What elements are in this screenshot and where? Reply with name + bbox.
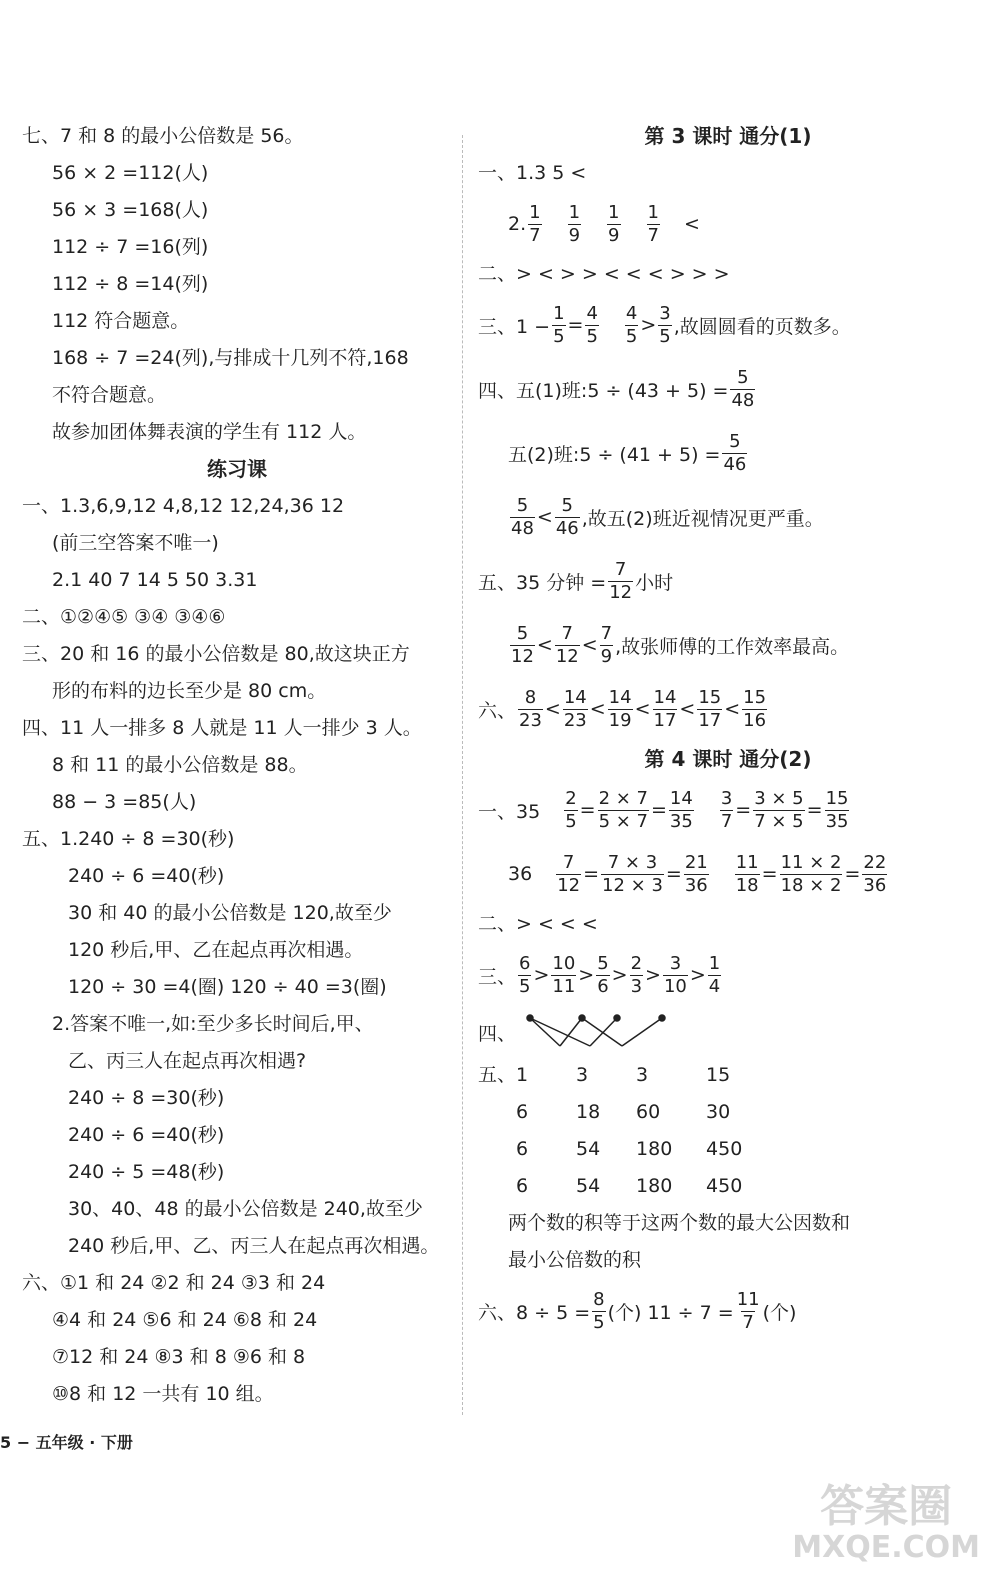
fraction — [742, 686, 767, 731]
fraction — [697, 686, 722, 731]
left-line: 88 − 3 =85(人) — [52, 791, 197, 813]
r-q6-pre: 六、 — [478, 699, 517, 722]
r4-q3-fractions — [516, 952, 723, 997]
fraction — [658, 302, 671, 347]
denominator: 12 × 3 — [602, 874, 663, 896]
r4-q5-note1: 两个数的积等于这两个数的最大公因数和 — [508, 1212, 851, 1234]
r4-q4-pre: 四、 — [478, 1022, 517, 1045]
grid-cell: 180 — [636, 1138, 673, 1160]
left-line: 240 ÷ 8 =30(秒) — [68, 1087, 225, 1109]
numerator: 5 — [597, 952, 609, 974]
fraction — [568, 201, 581, 246]
denominator: 17 — [653, 709, 677, 731]
fraction — [722, 430, 747, 475]
denominator: 48 — [511, 517, 534, 539]
denominator: 23 — [519, 709, 542, 731]
r-q1-1: 一、1.3 5 < — [478, 162, 587, 184]
fraction — [663, 952, 688, 997]
eq: = — [665, 863, 682, 885]
comparison-sign: > — [533, 963, 550, 986]
numerator: 7 — [561, 622, 573, 644]
watermark — [792, 1480, 980, 1565]
numerator: 15 — [825, 787, 849, 809]
matching-lines-diagram — [522, 1012, 672, 1052]
numerator: 1 — [529, 201, 541, 223]
comparison-sign: > — [578, 963, 595, 986]
denominator: 12 — [557, 874, 581, 896]
numerator: 5 — [737, 366, 749, 388]
denominator: 7 — [720, 810, 733, 832]
r4-q6 — [478, 1279, 978, 1343]
r-q4a — [478, 357, 978, 421]
grid-cell: 450 — [706, 1138, 743, 1160]
numerator: 22 — [863, 851, 887, 873]
left-line: 56 × 3 =168(人) — [52, 199, 209, 221]
denominator: 10 — [663, 975, 687, 997]
numerator: 3 — [720, 787, 733, 809]
eq: = — [579, 799, 596, 821]
fraction — [510, 622, 535, 667]
fraction — [518, 686, 543, 731]
grid-cell: 3 — [636, 1064, 649, 1086]
left-line: ⑩8 和 12 一共有 10 组。 — [52, 1383, 274, 1405]
left-line: 乙、丙三人在起点再次相遇? — [68, 1050, 307, 1072]
denominator: 48 — [731, 389, 755, 411]
comparison-sign: > — [689, 963, 706, 986]
r4-q5-note2: 最小公倍数的积 — [508, 1249, 642, 1271]
fraction — [684, 851, 709, 896]
fraction — [607, 201, 620, 246]
denominator: 17 — [698, 709, 722, 731]
denominator: 7 × 5 — [754, 810, 804, 832]
numerator: 14 — [608, 686, 632, 708]
r4-q3 — [478, 943, 978, 1007]
numerator: 2 — [565, 787, 577, 809]
denominator: 3 — [630, 975, 643, 997]
r-q1-2-pre: 2. — [508, 213, 527, 235]
comparison-sign: < — [679, 697, 696, 720]
r4-q1b — [478, 842, 978, 906]
left-line: 练习课 — [207, 457, 267, 481]
numerator: 21 — [684, 851, 708, 873]
denominator: 16 — [743, 709, 767, 731]
numerator: 10 — [552, 952, 576, 974]
left-line: 240 ÷ 5 =48(秒) — [68, 1161, 225, 1183]
fraction — [556, 851, 581, 896]
fraction — [555, 622, 580, 667]
left-line: 120 ÷ 30 =4(圈) 120 ÷ 40 =3(圈) — [68, 976, 387, 998]
grid-cell: 6 — [516, 1101, 529, 1123]
grid-cell: 6 — [516, 1175, 529, 1197]
r-q2: 二、> < > > < < < > > > — [478, 263, 730, 285]
fraction — [653, 686, 678, 731]
eq: = — [583, 863, 600, 885]
numerator: 7 — [562, 851, 575, 873]
left-line: 120 秒后,甲、乙在起点再次相遇。 — [68, 939, 364, 961]
grid-cell: 30 — [706, 1101, 731, 1123]
denominator: 23 — [563, 709, 587, 731]
r-q6 — [478, 677, 978, 741]
denominator: 18 × 2 — [780, 874, 842, 896]
r-q3-eq: = — [567, 314, 584, 336]
r-q3-gt: > — [640, 314, 657, 336]
watermark-bottom: MXQE.COM — [792, 1530, 980, 1565]
left-line: 故参加团体舞表演的学生有 112 人。 — [52, 421, 367, 443]
left-line: ⑦12 和 24 ⑧3 和 8 ⑨6 和 8 — [52, 1346, 306, 1368]
eq: = — [844, 863, 861, 885]
fraction — [528, 201, 541, 246]
denominator: 7 — [647, 224, 659, 246]
r-q4c — [478, 485, 978, 549]
r4-q5-label: 五、 — [478, 1064, 517, 1086]
left-line: 30 和 40 的最小公倍数是 120,故至少 — [68, 902, 392, 924]
denominator: 6 — [597, 975, 609, 997]
fraction — [720, 787, 733, 832]
denominator: 12 — [555, 645, 579, 667]
left-line: ④4 和 24 ⑤6 和 24 ⑥8 和 24 — [52, 1309, 318, 1331]
grid-cell: 450 — [706, 1175, 743, 1197]
denominator: 9 — [608, 224, 620, 246]
fraction — [780, 851, 843, 896]
numerator: 14 — [669, 787, 693, 809]
left-line: 五、1.240 ÷ 8 =30(秒) — [22, 828, 235, 850]
denominator: 7 — [742, 1311, 754, 1333]
eq: = — [735, 799, 752, 821]
denominator: 9 — [568, 224, 581, 246]
r4-q1a — [478, 778, 978, 842]
denominator: 19 — [608, 709, 632, 731]
numerator: 6 — [519, 952, 531, 974]
eq: = — [806, 799, 823, 821]
numerator: 2 — [630, 952, 643, 974]
fraction — [555, 494, 580, 539]
numerator: 11 — [736, 1288, 760, 1310]
denominator: 35 — [669, 810, 693, 832]
r4-q6-mid: (个) 11 ÷ 7 = — [607, 1301, 734, 1324]
fraction — [592, 1288, 605, 1333]
numerator: 4 — [625, 302, 638, 324]
r-q5b — [478, 613, 978, 677]
numerator: 1 — [608, 201, 620, 223]
fraction — [625, 302, 638, 347]
grid-cell: 6 — [516, 1138, 529, 1160]
denominator: 46 — [555, 517, 579, 539]
r-q1-2-post: < — [683, 213, 700, 235]
numerator: 11 × 2 — [780, 851, 842, 873]
fraction — [608, 558, 633, 603]
denominator: 5 — [586, 325, 598, 347]
comparison-sign: < — [544, 697, 561, 720]
fraction — [518, 952, 531, 997]
left-line: 不符合题意。 — [52, 384, 167, 406]
comparison-sign: < — [724, 697, 741, 720]
watermark-top: 答案圈 — [820, 1480, 953, 1532]
grid-cell: 1 — [516, 1064, 529, 1086]
numerator: 11 — [735, 851, 759, 873]
numerator: 2 × 7 — [598, 787, 648, 809]
fraction — [735, 851, 760, 896]
r-q3-post: ,故圆圆看的页数多。 — [673, 315, 851, 338]
left-line: 一、1.3,6,9,12 4,8,12 12,24,36 12 — [22, 495, 345, 517]
left-line: 三、20 和 16 的最小公倍数是 80,故这块正方 — [22, 643, 410, 665]
right-column — [478, 118, 978, 1343]
left-column — [22, 118, 452, 1413]
fraction — [510, 494, 535, 539]
comparison-sign: < — [634, 697, 651, 720]
fraction — [601, 851, 664, 896]
r4-q5-grid — [516, 1057, 766, 1205]
left-line: 240 ÷ 6 =40(秒) — [68, 865, 225, 887]
fraction — [608, 686, 633, 731]
r-q5b-lt2: < — [581, 634, 598, 656]
r-q1-2 — [478, 192, 978, 256]
denominator: 5 — [519, 975, 531, 997]
r-q6-fractions — [516, 686, 769, 731]
numerator: 1 — [553, 302, 565, 324]
left-line: (前三空答案不唯一) — [52, 532, 219, 554]
r-q5b-post: ,故张师傅的工作效率最高。 — [615, 635, 850, 658]
denominator: 35 — [825, 810, 849, 832]
left-line: 240 秒后,甲、乙、丙三人在起点再次相遇。 — [68, 1235, 440, 1257]
left-line: 形的布料的边长至少是 80 cm。 — [52, 680, 327, 702]
fraction — [669, 787, 694, 832]
numerator: 15 — [698, 686, 722, 708]
numerator: 5 — [516, 622, 529, 644]
numerator: 14 — [653, 686, 677, 708]
denominator: 12 — [511, 645, 534, 667]
left-line: 2.答案不唯一,如:至少多长时间后,甲、 — [52, 1013, 374, 1035]
fraction — [736, 1288, 761, 1333]
comparison-sign: < — [589, 697, 606, 720]
numerator: 8 — [593, 1288, 605, 1310]
r4-q1b-pre: 36 — [508, 863, 533, 885]
r-q5b-lt1: < — [536, 634, 553, 656]
numerator: 7 × 3 — [607, 851, 658, 873]
lesson-4-title: 第 4 课时 通分(2) — [644, 747, 812, 771]
r-q4c-post: ,故五(2)班近视情况更严重。 — [581, 507, 824, 530]
numerator: 3 — [659, 302, 671, 324]
denominator: 5 — [659, 325, 671, 347]
fraction — [630, 952, 643, 997]
eq: = — [761, 863, 778, 885]
r-q5a-post: 小时 — [635, 571, 674, 594]
numerator: 7 — [614, 558, 627, 580]
r4-q4 — [478, 1007, 978, 1057]
r-q4b-pre: 五(2)班:5 ÷ (41 + 5) = — [508, 443, 721, 466]
fraction — [600, 622, 613, 667]
left-line: 六、①1 和 24 ②2 和 24 ③3 和 24 — [22, 1272, 326, 1294]
numerator: 15 — [743, 686, 767, 708]
fraction — [708, 952, 721, 997]
comparison-sign: > — [611, 963, 628, 986]
r-q4a-pre: 四、五(1)班:5 ÷ (43 + 5) = — [478, 379, 729, 402]
denominator: 5 — [553, 325, 565, 347]
r4-q3-pre: 三、 — [478, 965, 517, 988]
eq: = — [651, 799, 667, 821]
grid-cell: 54 — [576, 1175, 601, 1197]
denominator: 5 — [625, 325, 638, 347]
left-line: 七、7 和 8 的最小公倍数是 56。 — [22, 125, 304, 147]
denominator: 5 — [593, 1311, 605, 1333]
denominator: 7 — [529, 224, 541, 246]
r4-q2: 二、> < < < — [478, 913, 598, 935]
left-line: 二、①②④⑤ ③④ ③④⑥ — [22, 606, 226, 628]
left-line: 168 ÷ 7 =24(列),与排成十几列不符,168 — [52, 347, 409, 369]
numerator: 4 — [586, 302, 598, 324]
r-q1-2-fractions — [526, 201, 662, 246]
r-q5a — [478, 549, 978, 613]
fraction — [596, 952, 609, 997]
denominator: 5 — [565, 810, 577, 832]
r-q4b — [478, 421, 978, 485]
left-line: 30、40、48 的最小公倍数是 240,故至少 — [68, 1198, 423, 1220]
grid-cell: 60 — [636, 1101, 661, 1123]
numerator: 8 — [524, 686, 537, 708]
numerator: 5 — [729, 430, 741, 452]
fraction — [598, 787, 649, 832]
left-line: 四、11 人一排多 8 人就是 11 人一排少 3 人。 — [22, 717, 422, 739]
fraction — [551, 952, 576, 997]
denominator: 36 — [684, 874, 708, 896]
page-footer: 5 − 五年级 · 下册 — [0, 1433, 133, 1452]
column-divider — [462, 135, 463, 1415]
numerator: 5 — [561, 494, 573, 516]
grid-cell: 15 — [706, 1064, 731, 1086]
fraction — [825, 787, 850, 832]
fraction — [730, 366, 755, 411]
left-line: 56 × 2 =112(人) — [52, 162, 209, 184]
r-q5a-pre: 五、35 分钟 = — [478, 571, 607, 594]
fraction — [563, 686, 588, 731]
r-q3 — [478, 293, 978, 357]
grid-cell: 3 — [576, 1064, 589, 1086]
numerator: 7 — [600, 622, 613, 644]
fraction — [647, 201, 660, 246]
r-q3-pre: 三、1 − — [478, 315, 551, 338]
grid-cell: 180 — [636, 1175, 673, 1197]
numerator: 1 — [568, 201, 581, 223]
left-line: 112 ÷ 8 =14(列) — [52, 273, 209, 295]
lesson-3-title: 第 3 课时 通分(1) — [644, 124, 812, 148]
denominator: 5 × 7 — [598, 810, 648, 832]
r4-q6-post: (个) — [762, 1301, 797, 1324]
numerator: 1 — [647, 201, 659, 223]
denominator: 36 — [863, 874, 887, 896]
comparison-sign: > — [645, 963, 661, 986]
r-q4c-lt: < — [536, 506, 553, 528]
numerator: 1 — [708, 952, 721, 974]
left-line: 112 ÷ 7 =16(列) — [52, 236, 209, 258]
r4-q1a-pre: 一、35 — [478, 800, 541, 823]
numerator: 3 — [669, 952, 682, 974]
numerator: 3 × 5 — [754, 787, 804, 809]
fraction — [585, 302, 598, 347]
left-line: 8 和 11 的最小公倍数是 88。 — [52, 754, 308, 776]
fraction — [862, 851, 887, 896]
denominator: 46 — [723, 453, 747, 475]
denominator: 11 — [552, 975, 576, 997]
numerator: 5 — [516, 494, 529, 516]
left-line: 112 符合题意。 — [52, 310, 190, 332]
r4-q5 — [478, 1057, 978, 1205]
denominator: 18 — [735, 874, 759, 896]
denominator: 4 — [708, 975, 721, 997]
grid-cell: 18 — [576, 1101, 601, 1123]
left-line: 2.1 40 7 14 5 50 3.31 — [52, 569, 258, 591]
fraction — [552, 302, 565, 347]
numerator: 14 — [563, 686, 587, 708]
denominator: 9 — [600, 645, 613, 667]
left-line: 240 ÷ 6 =40(秒) — [68, 1124, 225, 1146]
denominator: 12 — [609, 581, 633, 603]
fraction — [753, 787, 804, 832]
grid-cell: 54 — [576, 1138, 601, 1160]
fraction — [564, 787, 577, 832]
r4-q6-pre: 六、8 ÷ 5 = — [478, 1301, 591, 1324]
